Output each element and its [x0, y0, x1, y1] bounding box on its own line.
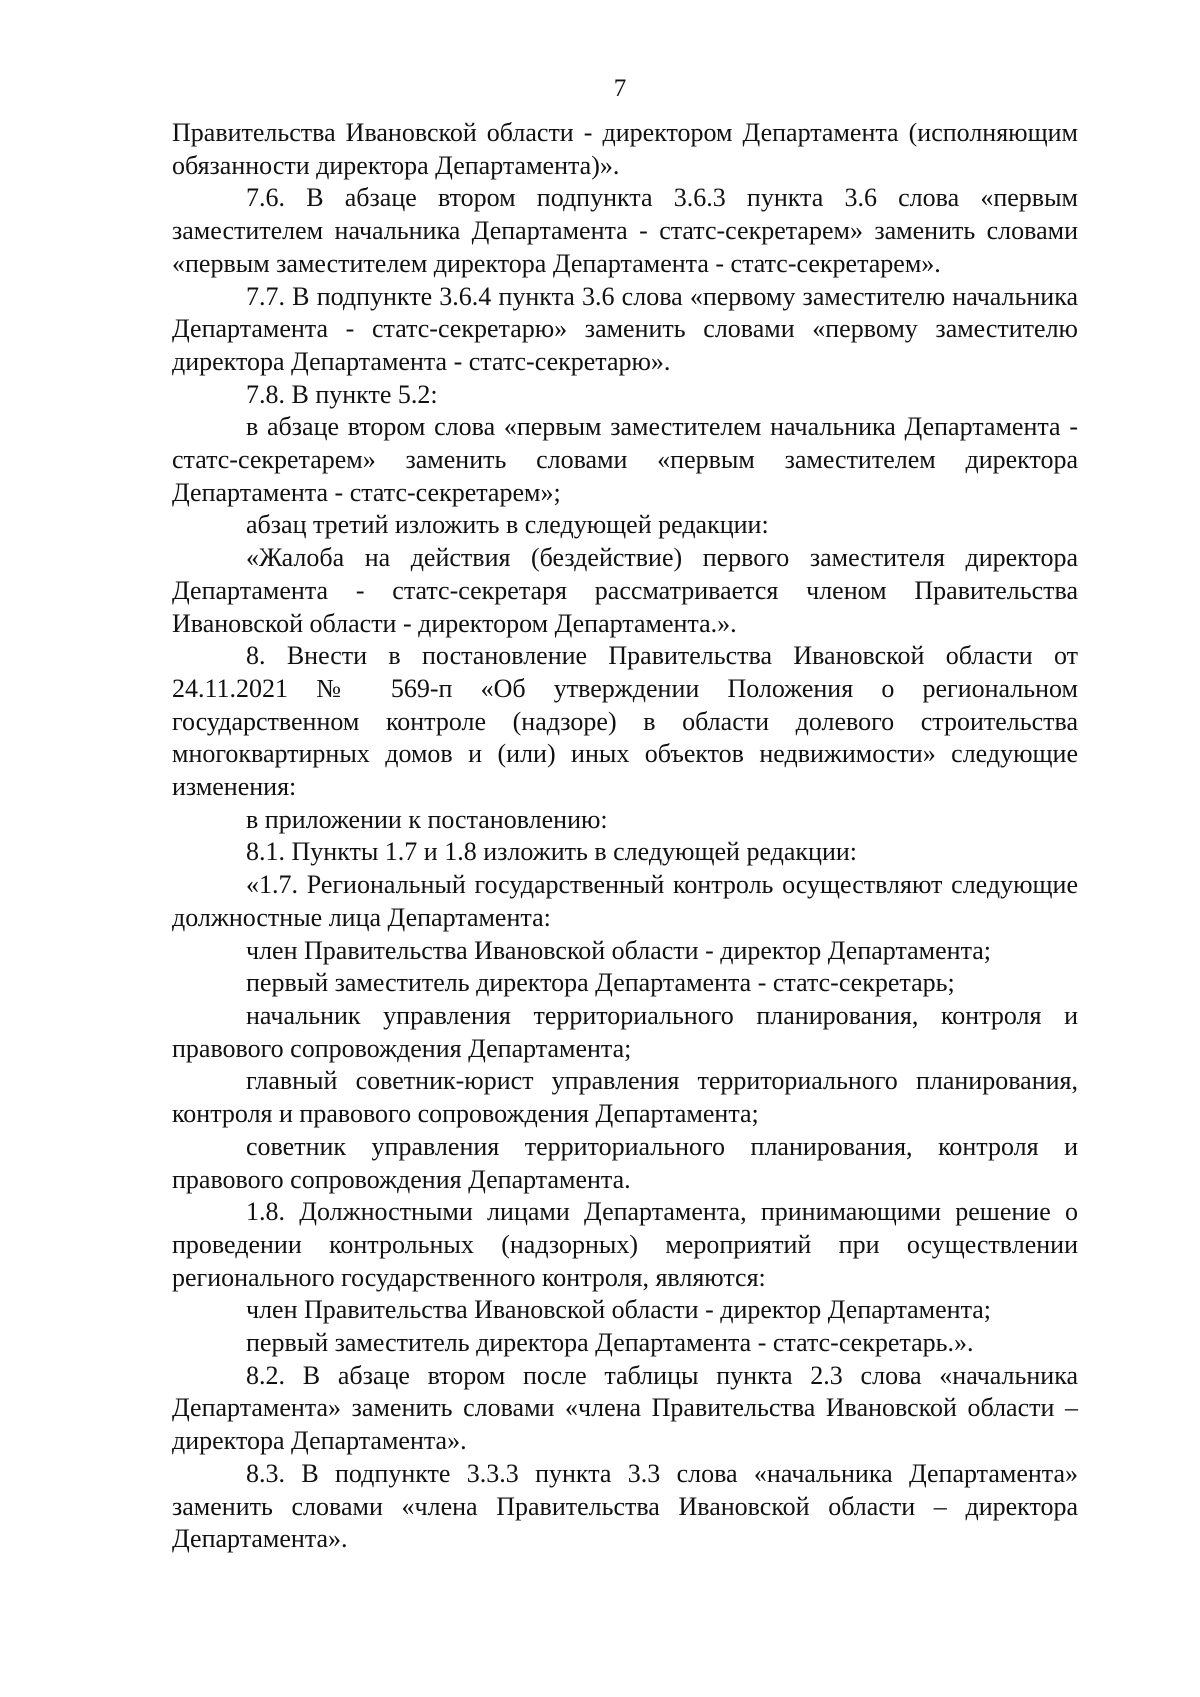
list-item-official: член Правительства Ивановской области - директор Департамента;	[246, 935, 992, 965]
list-item-official: член Правительства Ивановской области - директор Департамента;	[246, 1295, 992, 1325]
paragraph-item-1-7: «1.7. Региональный государственный контроль осуществляют следующие должностные лица Департамента:	[172, 870, 1078, 932]
paragraph-quote-complaint: «Жалоба на действия (бездействие) первого заместителя директора Департамента - статс-секретаря рассматривается членом Правительства Ивановской области - директором Департамента.».	[172, 543, 1078, 638]
paragraph-item-7-8-abzac-3: абзац третий изложить в следующей редакции:	[246, 510, 769, 540]
paragraph-item-8-1: 8.1. Пункты 1.7 и 1.8 изложить в следующей редакции:	[246, 837, 858, 867]
list-item-official: советник управления территориального планирования, контроля и правового сопровождения Департамента.	[172, 1131, 1078, 1194]
paragraph-annex: в приложении к постановлению:	[246, 804, 608, 834]
paragraph-continuation: Правительства Ивановской области - директором Департамента (исполняющим обязанности директора Департамента)».	[172, 118, 1078, 180]
list-item-official: первый заместитель директора Департамента - статс-секретарь;	[246, 968, 955, 998]
paragraph-item-7-8-abzac-2: в абзаце втором слова «первым заместителем начальника Департамента - статс-секретарем» заменить словами «первым заместителем директора Департамента - статс-секретарем»;	[172, 412, 1078, 507]
paragraph-item-8-2: 8.2. В абзаце втором после таблицы пункта 2.3 слова «начальника Департамента» заменить словами «члена Правительства Ивановской области – директора Департамента».	[172, 1360, 1078, 1456]
page-number: 7	[613, 75, 627, 102]
list-item-official: начальник управления территориального планирования, контроля и правового сопровождения Департамента;	[172, 1000, 1078, 1063]
list-item-official: главный советник-юрист управления территориального планирования, контроля и правового сопровождения Департамента;	[172, 1066, 1078, 1129]
paragraph-item-7-7: 7.7. В подпункте 3.6.4 пункта 3.6 слова «первому заместителю начальника Департамента - статс-секретарю» заменить словами «первому заместителю директора Департамента - статс-секретарю».	[172, 281, 1078, 376]
paragraph-item-7-6: 7.6. В абзаце втором подпункта 3.6.3 пункта 3.6 слова «первым заместителем начальника Департамента - статс-секретарем» заменить словами «первым заместителем директора Департамента - статс-секретарем».	[172, 183, 1078, 278]
document-body	[172, 117, 1078, 1556]
paragraph-item-8-3: 8.3. В подпункте 3.3.3 пункта 3.3 слова «начальника Департамента» заменить словами «члена Правительства Ивановской области – директора Департамента».	[172, 1458, 1078, 1554]
list-item-official: первый заместитель директора Департамента - статс-секретарь.».	[246, 1328, 974, 1358]
paragraph-item-1-8: 1.8. Должностными лицами Департамента, принимающими решение о проведении контрольных (надзорных) мероприятий при осуществлении регионального государственного контроля, являются:	[172, 1197, 1078, 1292]
paragraph-item-8: 8. Внести в постановление Правительства Ивановской области от 24.11.2021 № 569-п «Об утверждении Положения о региональном государственном контроле (надзоре) в области долевого строительства многоквартирных домов и (или) иных объектов недвижимости» следующие изменения:	[172, 641, 1078, 802]
paragraph-item-7-8: 7.8. В пункте 5.2:	[246, 379, 438, 409]
